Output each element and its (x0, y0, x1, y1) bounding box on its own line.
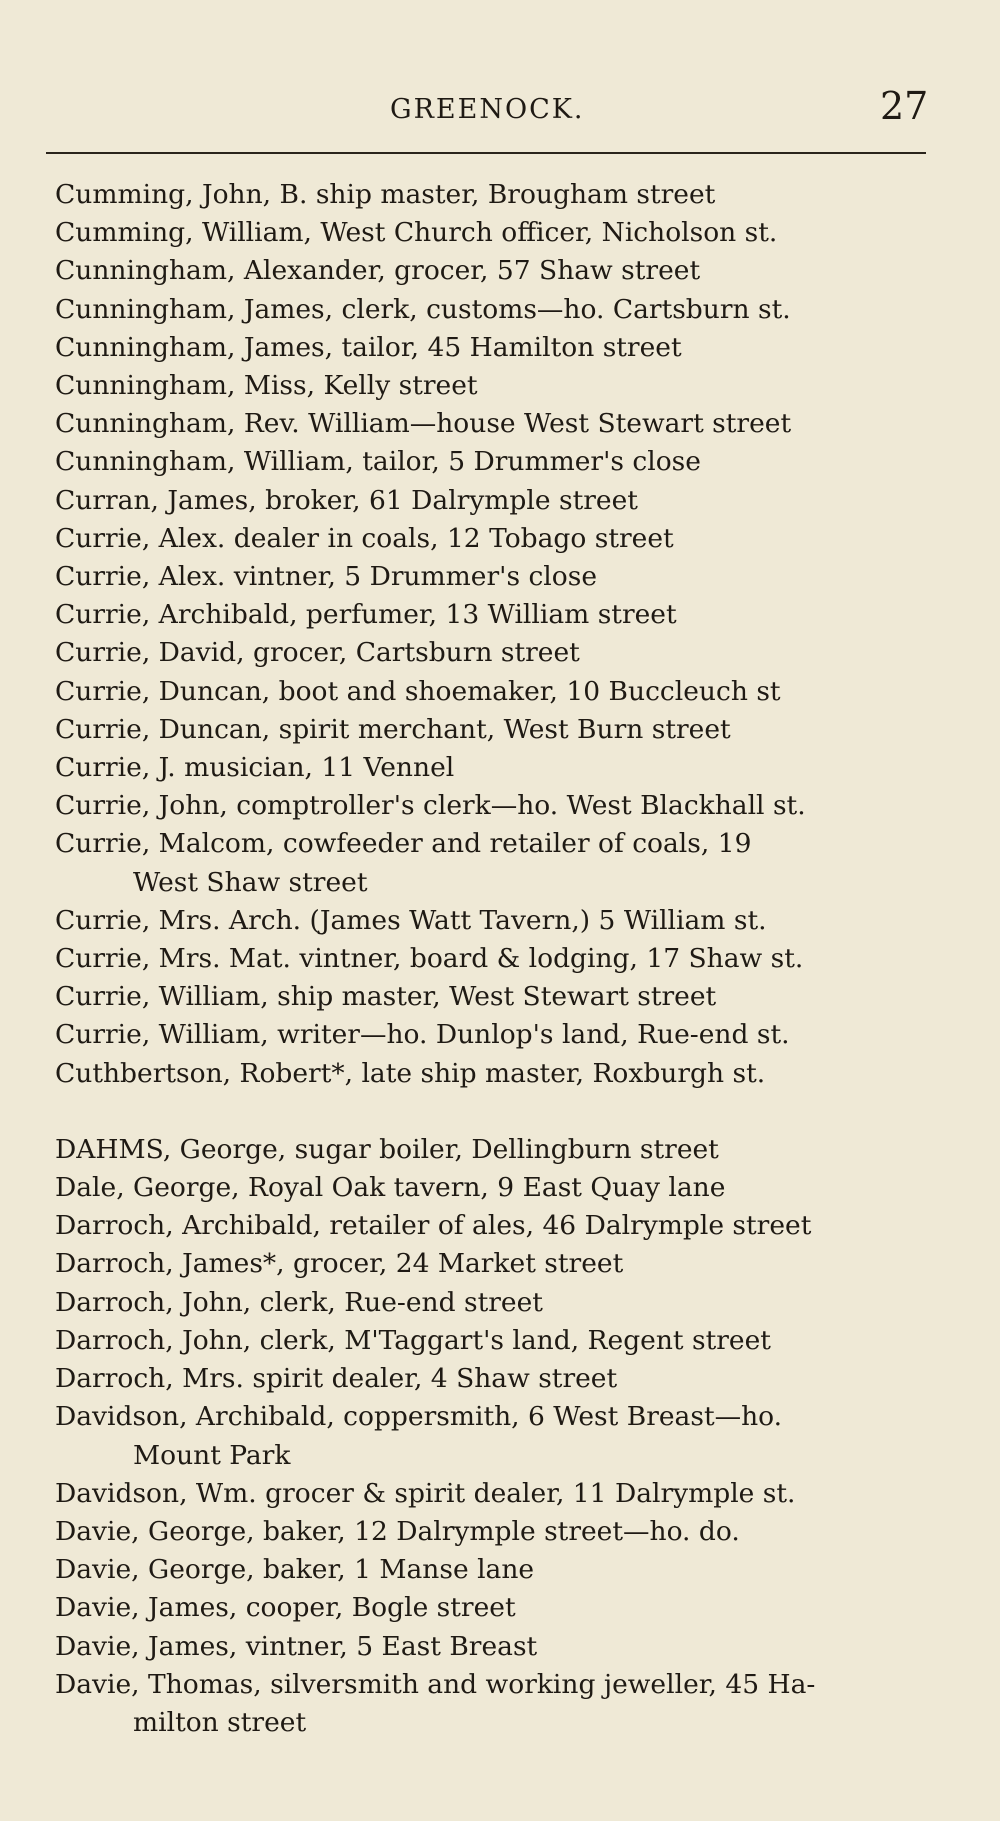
directory-entry (55, 520, 940, 558)
directory-entry (55, 1055, 940, 1093)
directory-entry (55, 1016, 940, 1054)
directory-entry (55, 1360, 940, 1398)
entry-text: Cunningham, Miss, Kelly street (55, 370, 478, 402)
directory-entry (55, 940, 940, 978)
directory-entry (55, 1666, 940, 1742)
entry-continuation: Mount Park (133, 1439, 291, 1471)
entry-text: Cunningham, Rev. William—house West Stewart street (55, 408, 792, 440)
entry-text: Cunningham, William, tailor, 5 Drummer's close (55, 446, 701, 478)
entry-text: DAHMS, George, sugar boiler, Dellingburn street (55, 1133, 719, 1165)
entry-text: Davie, George, baker, 1 Manse lane (55, 1554, 535, 1586)
entry-text: Davie, James, vintner, 5 East Breast (55, 1630, 538, 1662)
entry-text: Currie, Duncan, boot and shoemaker, 10 Buccleuch st (55, 675, 781, 707)
entry-text: Currie, Mrs. Mat. vintner, board & lodging, 17 Shaw st. (55, 943, 804, 975)
entry-text: Currie, Alex. vintner, 5 Drummer's close (55, 561, 598, 593)
directory-entry (55, 405, 940, 443)
directory-entry (55, 673, 940, 711)
entry-text: Currie, Malcom, cowfeeder and retailer of coals, 19 (55, 828, 752, 860)
entry-text: Cunningham, James, clerk, customs—ho. Cartsburn st. (55, 293, 791, 325)
directory-entry (55, 1589, 940, 1627)
entry-text: Davidson, Wm. grocer & spirit dealer, 11 Dalrymple st. (55, 1477, 796, 1509)
entry-continuation: West Shaw street (133, 866, 368, 898)
page-number: 27 (880, 84, 929, 128)
directory-entry (55, 1513, 940, 1551)
directory-entry (55, 482, 940, 520)
directory-entry (55, 558, 940, 596)
directory-entry (55, 1245, 940, 1283)
entry-text: Darroch, John, clerk, Rue-end street (55, 1286, 543, 1318)
entry-text: Currie, Alex. dealer in coals, 12 Tobago street (55, 522, 674, 554)
entry-text: Currie, Archibald, perfumer, 13 William street (55, 599, 677, 631)
running-head: GREENOCK. (390, 94, 585, 125)
directory-entry (55, 291, 940, 329)
directory-entry (55, 176, 940, 214)
directory-entry (55, 787, 940, 825)
entry-text: Davie, George, baker, 12 Dalrymple street—ho. do. (55, 1515, 740, 1547)
entry-text: Cumming, William, West Church officer, Nicholson st. (55, 217, 778, 249)
directory-entry (55, 1322, 940, 1360)
header-rule (46, 152, 926, 154)
entry-text: Darroch, John, clerk, M'Taggart's land, Regent street (55, 1324, 771, 1356)
directory-entry (55, 214, 940, 252)
entry-text: Cumming, John, B. ship master, Brougham street (55, 179, 716, 210)
entry-text: Currie, Duncan, spirit merchant, West Burn street (55, 713, 731, 745)
directory-entry (55, 1628, 940, 1666)
directory-entry (55, 367, 940, 405)
entry-text: Currie, J. musician, 11 Vennel (55, 752, 455, 784)
directory-entry (55, 978, 940, 1016)
directory-entry (55, 252, 940, 290)
entry-text: Cuthbertson, Robert*, late ship master, Roxburgh st. (55, 1057, 766, 1089)
directory-entry (55, 329, 940, 367)
directory-entry (55, 596, 940, 634)
entry-text: Dale, George, Royal Oak tavern, 9 East Quay lane (55, 1172, 726, 1204)
directory-entry (55, 634, 940, 672)
entry-text: Currie, Mrs. Arch. (James Watt Tavern,) 5 William st. (55, 904, 767, 936)
directory-entry (55, 902, 940, 940)
entry-text: Davie, Thomas, silversmith and working jeweller, 45 Ha- (55, 1668, 816, 1700)
directory-entry (55, 711, 940, 749)
directory-entry (55, 443, 940, 481)
directory-entry (55, 749, 940, 787)
directory-entry (55, 1207, 940, 1245)
directory-entry (55, 1169, 940, 1207)
directory-entry (55, 1551, 940, 1589)
entry-text: Darroch, James*, grocer, 24 Market street (55, 1248, 624, 1280)
directory-entry (55, 1284, 940, 1322)
entry-text: Currie, William, writer—ho. Dunlop's land, Rue-end st. (55, 1019, 790, 1051)
section-c (55, 176, 940, 1093)
directory-entry (55, 825, 940, 901)
entry-text: Currie, John, comptroller's clerk—ho. West Blackhall st. (55, 790, 806, 822)
entry-text: Currie, David, grocer, Cartsburn street (55, 637, 580, 669)
entries-list (55, 176, 940, 1742)
entry-text: Darroch, Mrs. spirit dealer, 4 Shaw street (55, 1363, 618, 1395)
entry-text: Curran, James, broker, 61 Dalrymple street (55, 484, 638, 516)
entry-continuation: milton street (133, 1706, 307, 1738)
entry-text: Cunningham, James, tailor, 45 Hamilton street (55, 331, 682, 363)
section-gap (55, 1093, 940, 1131)
directory-entry (55, 1475, 940, 1513)
section-d (55, 1131, 940, 1742)
entry-text: Currie, William, ship master, West Stewart street (55, 981, 717, 1013)
entry-text: Davidson, Archibald, coppersmith, 6 West Breast—ho. (55, 1401, 783, 1433)
directory-entry (55, 1131, 940, 1169)
entry-text: Cunningham, Alexander, grocer, 57 Shaw street (55, 255, 701, 287)
entry-text: Davie, James, cooper, Bogle street (55, 1592, 516, 1624)
entry-text: Darroch, Archibald, retailer of ales, 46 Dalrymple street (55, 1210, 812, 1242)
directory-entry (55, 1398, 940, 1474)
